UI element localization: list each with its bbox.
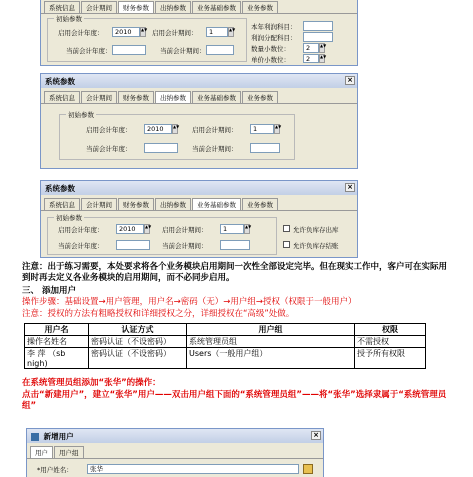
tab-finance-params[interactable]: 财务参数 [118, 1, 154, 13]
cur-year-field[interactable] [116, 240, 150, 250]
add-user-instructions: 点击“新建用户”，建立“张华”用户——双击用户组下面的“系统管理员组”——将“张华”选择隶属于“系统管理员组” [22, 390, 447, 411]
section-heading: 三、 添加用户 [22, 286, 76, 296]
group-title: 初始参数 [68, 111, 94, 119]
cell-permission: 不需授权 [355, 336, 426, 348]
tab-business-base-params[interactable]: 业务基础参数 [192, 1, 241, 13]
close-icon[interactable]: × [345, 76, 355, 85]
tab-cashier-params[interactable]: 出纳参数 [155, 91, 191, 103]
start-year-spinner[interactable]: ▲▼ [172, 124, 178, 134]
cur-year-field[interactable] [112, 45, 146, 55]
cell-auth-method: 密码认证（不设密码） [89, 336, 187, 348]
start-period-label: 启用会计期间： [162, 226, 208, 234]
header-permission: 权限 [355, 324, 426, 336]
qty-decimal-field[interactable]: 2 [303, 43, 319, 53]
tab-cashier-params[interactable]: 出纳参数 [155, 198, 191, 210]
table-row [25, 348, 426, 369]
tab-accounting-period[interactable]: 会计期间 [81, 198, 117, 210]
new-user-icon [31, 433, 39, 441]
tab-finance-params[interactable]: 财务参数 [118, 91, 154, 103]
price-decimal-label: 单价小数位： [251, 56, 290, 64]
allow-negative-close-checkbox[interactable] [283, 241, 290, 248]
profit-account-field[interactable] [303, 21, 333, 31]
new-user-window [26, 428, 324, 477]
price-decimal-spinner[interactable]: ▲▼ [319, 54, 325, 63]
tab-user[interactable]: 用户 [30, 446, 53, 458]
start-year-spinner[interactable]: ▲▼ [144, 224, 150, 234]
start-period-label: 启用会计期间： [192, 126, 238, 134]
tab-cashier-params[interactable]: 出纳参数 [155, 1, 191, 13]
user-name-field[interactable]: 张华 [87, 464, 299, 474]
cur-year-field[interactable] [144, 143, 178, 153]
start-period-label: 启用会计期间： [152, 29, 198, 37]
start-period-field[interactable]: 1 [206, 27, 228, 37]
tab-bar [41, 88, 357, 104]
start-year-field[interactable]: 2010 [144, 124, 172, 134]
title-bar [27, 429, 323, 443]
user-name-label: *用户姓名： [37, 466, 73, 474]
allow-negative-stock-label: 允许负库存出库 [293, 226, 339, 234]
tab-system-info[interactable]: 系统信息 [44, 198, 80, 210]
start-period-field[interactable]: 1 [250, 124, 274, 134]
picker-icon[interactable] [303, 464, 313, 474]
close-icon[interactable]: × [311, 431, 321, 440]
cell-auth-method: 密码认证（不设密码） [89, 348, 187, 369]
initial-params-group [59, 111, 295, 160]
start-year-label: 启用会计年度： [58, 29, 104, 37]
cur-period-field[interactable] [206, 45, 234, 55]
system-params-window-2 [40, 73, 358, 169]
cur-period-field[interactable] [250, 143, 280, 153]
tab-accounting-period[interactable]: 会计期间 [81, 1, 117, 13]
cur-period-field[interactable] [220, 240, 250, 250]
window-title: 系统参数 [45, 77, 75, 86]
allow-negative-close-label: 允许负库存结账 [293, 242, 339, 250]
start-year-spinner[interactable]: ▲▼ [140, 27, 146, 37]
window-title: 新增用户 [43, 432, 74, 441]
tab-bar [41, 0, 357, 14]
header-user-group: 用户组 [187, 324, 355, 336]
system-params-window-1 [40, 0, 358, 66]
cur-period-label: 当前会计期间： [160, 47, 206, 55]
window-title: 系统参数 [45, 184, 75, 193]
title-bar [41, 181, 357, 195]
allow-negative-stock-checkbox[interactable] [283, 225, 290, 232]
start-period-spinner[interactable]: ▲▼ [228, 27, 234, 37]
title-bar [41, 74, 357, 88]
header-user-name: 用户名 [25, 324, 89, 336]
qty-decimal-spinner[interactable]: ▲▼ [319, 43, 325, 53]
cur-period-label: 当前会计期间： [192, 145, 238, 153]
cell-user-name: 操作名姓名 [25, 336, 89, 348]
start-year-field[interactable]: 2010 [116, 224, 144, 234]
start-year-field[interactable]: 2010 [112, 27, 140, 37]
cell-permission: 授予所有权限 [355, 348, 426, 369]
cell-user-name: 李 萍 （sb nigh) [25, 348, 89, 369]
close-icon[interactable]: × [345, 183, 355, 192]
start-period-field[interactable]: 1 [220, 224, 244, 234]
tab-system-info[interactable]: 系统信息 [44, 1, 80, 13]
initial-params-group [47, 214, 277, 255]
undist-account-field[interactable] [303, 32, 333, 42]
cur-year-label: 当前会计年度： [86, 145, 132, 153]
group-title: 初始参数 [56, 214, 82, 222]
cell-user-group: Users（一般用户组） [187, 348, 355, 369]
tab-accounting-period[interactable]: 会计期间 [81, 91, 117, 103]
attention-note: 注意：出于练习需要，本处要求将各个业务模块启用期间一次性全部设定完毕。但在现实工作中，客户可在实际用到时再去定义各业务模块的启用期间，而不必同步启用。 [22, 262, 448, 283]
tab-business-params[interactable]: 业务参数 [242, 1, 278, 13]
tab-business-params[interactable]: 业务参数 [242, 91, 278, 103]
system-params-window-3 [40, 180, 358, 258]
cur-year-label: 当前会计年度： [66, 47, 112, 55]
tab-user-group[interactable]: 用户组 [54, 446, 84, 458]
profit-account-label: 本年利润科目： [251, 23, 297, 31]
tab-system-info[interactable]: 系统信息 [44, 91, 80, 103]
table-row [25, 336, 426, 348]
tab-bar [41, 195, 357, 211]
qty-decimal-label: 数量小数位： [251, 45, 290, 53]
start-period-spinner[interactable]: ▲▼ [274, 124, 280, 134]
tab-finance-params[interactable]: 财务参数 [118, 198, 154, 210]
initial-params-group [47, 15, 247, 62]
operation-steps: 操作步骤：基础设置→用户管理，用户名→密码（无）→用户组→授权（权限于一般用户） [22, 297, 357, 307]
start-period-spinner[interactable]: ▲▼ [244, 224, 250, 234]
table-header-row [25, 324, 426, 336]
tab-business-base-params[interactable]: 业务基础参数 [192, 91, 241, 103]
price-decimal-field[interactable]: 2 [303, 54, 319, 63]
group-title: 初始参数 [56, 15, 82, 23]
cur-year-label: 当前会计年度： [58, 242, 104, 250]
user-permission-table [24, 323, 426, 369]
start-year-label: 启用会计年度： [58, 226, 104, 234]
tab-business-params[interactable]: 业务参数 [242, 198, 278, 210]
cell-user-group: 系统管理员组 [187, 336, 355, 348]
cur-period-label: 当前会计期间： [162, 242, 208, 250]
undist-account-label: 利润分配科目： [251, 34, 297, 42]
add-user-heading: 在系统管理员组添加“张华”的操作： [22, 378, 161, 388]
tab-bar [27, 443, 323, 459]
header-auth-method: 认证方式 [89, 324, 187, 336]
tab-business-base-params[interactable]: 业务基础参数 [192, 198, 241, 210]
authorization-hint: 注意：授权的方法有粗略授权和详细授权之分，详细授权在“高级”处做。 [22, 309, 295, 319]
start-year-label: 启用会计年度： [86, 126, 132, 134]
